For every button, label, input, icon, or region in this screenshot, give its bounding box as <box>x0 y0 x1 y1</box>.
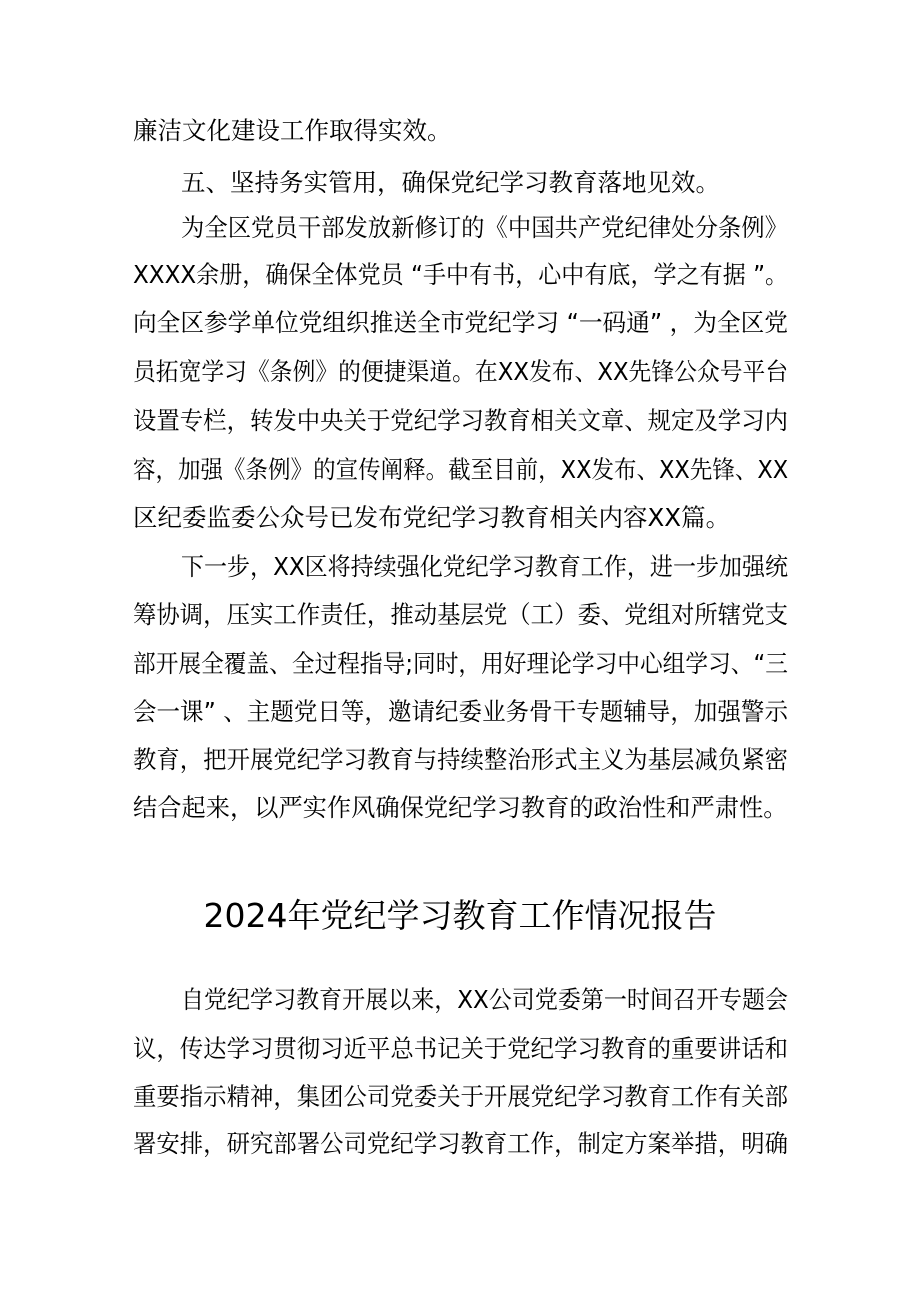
paragraph-line: 署安排，研究部署公司党纪学习教育工作，制定方案举措，明确 <box>133 1129 788 1158</box>
paragraph-line: 部开展全覆盖、全过程指导;同时，用好理论学习中心组学习、“三 <box>133 649 788 678</box>
paragraph-line: 向全区参学单位党组织推送全市党纪学习 “一码通” ，为全区党 <box>133 308 788 337</box>
paragraph-line: 下一步，XX区将持续强化党纪学习教育工作，进一步加强统 <box>181 552 789 581</box>
paragraph-line: 廉洁文化建设工作取得实效。 <box>133 116 452 145</box>
report-title: 2024年党纪学习教育工作情况报告 <box>203 896 717 935</box>
paragraph-line: 教育，把开展党纪学习教育与持续整治形式主义为基层减负紧密 <box>133 745 788 774</box>
paragraph-line: 筹协调，压实工作责任，推动基层党（工）委、党组对所辖党支 <box>133 600 788 629</box>
paragraph-line: 会一课” 、主题党日等，邀请纪委业务骨干专题辅导，加强警示 <box>133 697 788 726</box>
paragraph-line: 自党纪学习教育开展以来，XX公司党委第一时间召开专题会 <box>181 985 789 1014</box>
paragraph-line: XXXX余册，确保全体党员 “手中有书，心中有底，学之有据 ”。 <box>133 260 789 289</box>
paragraph-line: 为全区党员干部发放新修订的《中国共产党纪律处分条例》 <box>181 213 788 242</box>
paragraph-line: 议，传达学习贯彻习近平总书记关于党纪学习教育的重要讲话和 <box>133 1034 788 1063</box>
paragraph-line: 设置专栏，转发中央关于党纪学习教育相关文章、规定及学习内 <box>133 406 788 435</box>
paragraph-line: 结合起来，以严实作风确保党纪学习教育的政治性和严肃性。 <box>133 793 788 822</box>
paragraph-line: 重要指示精神，集团公司党委关于开展党纪学习教育工作有关部 <box>133 1082 788 1111</box>
paragraph-line: 区纪委监委公众号已发布党纪学习教育相关内容XX篇。 <box>133 503 731 532</box>
paragraph-line: 容，加强《条例》的宣传阐释。截至目前，XX发布、XX先锋、XX <box>133 455 789 484</box>
section-heading: 五、坚持务实管用，确保党纪学习教育落地见效。 <box>181 168 720 197</box>
paragraph-line: 员拓宽学习《条例》的便捷渠道。在XX发布、XX先锋公众号平台 <box>133 357 789 386</box>
